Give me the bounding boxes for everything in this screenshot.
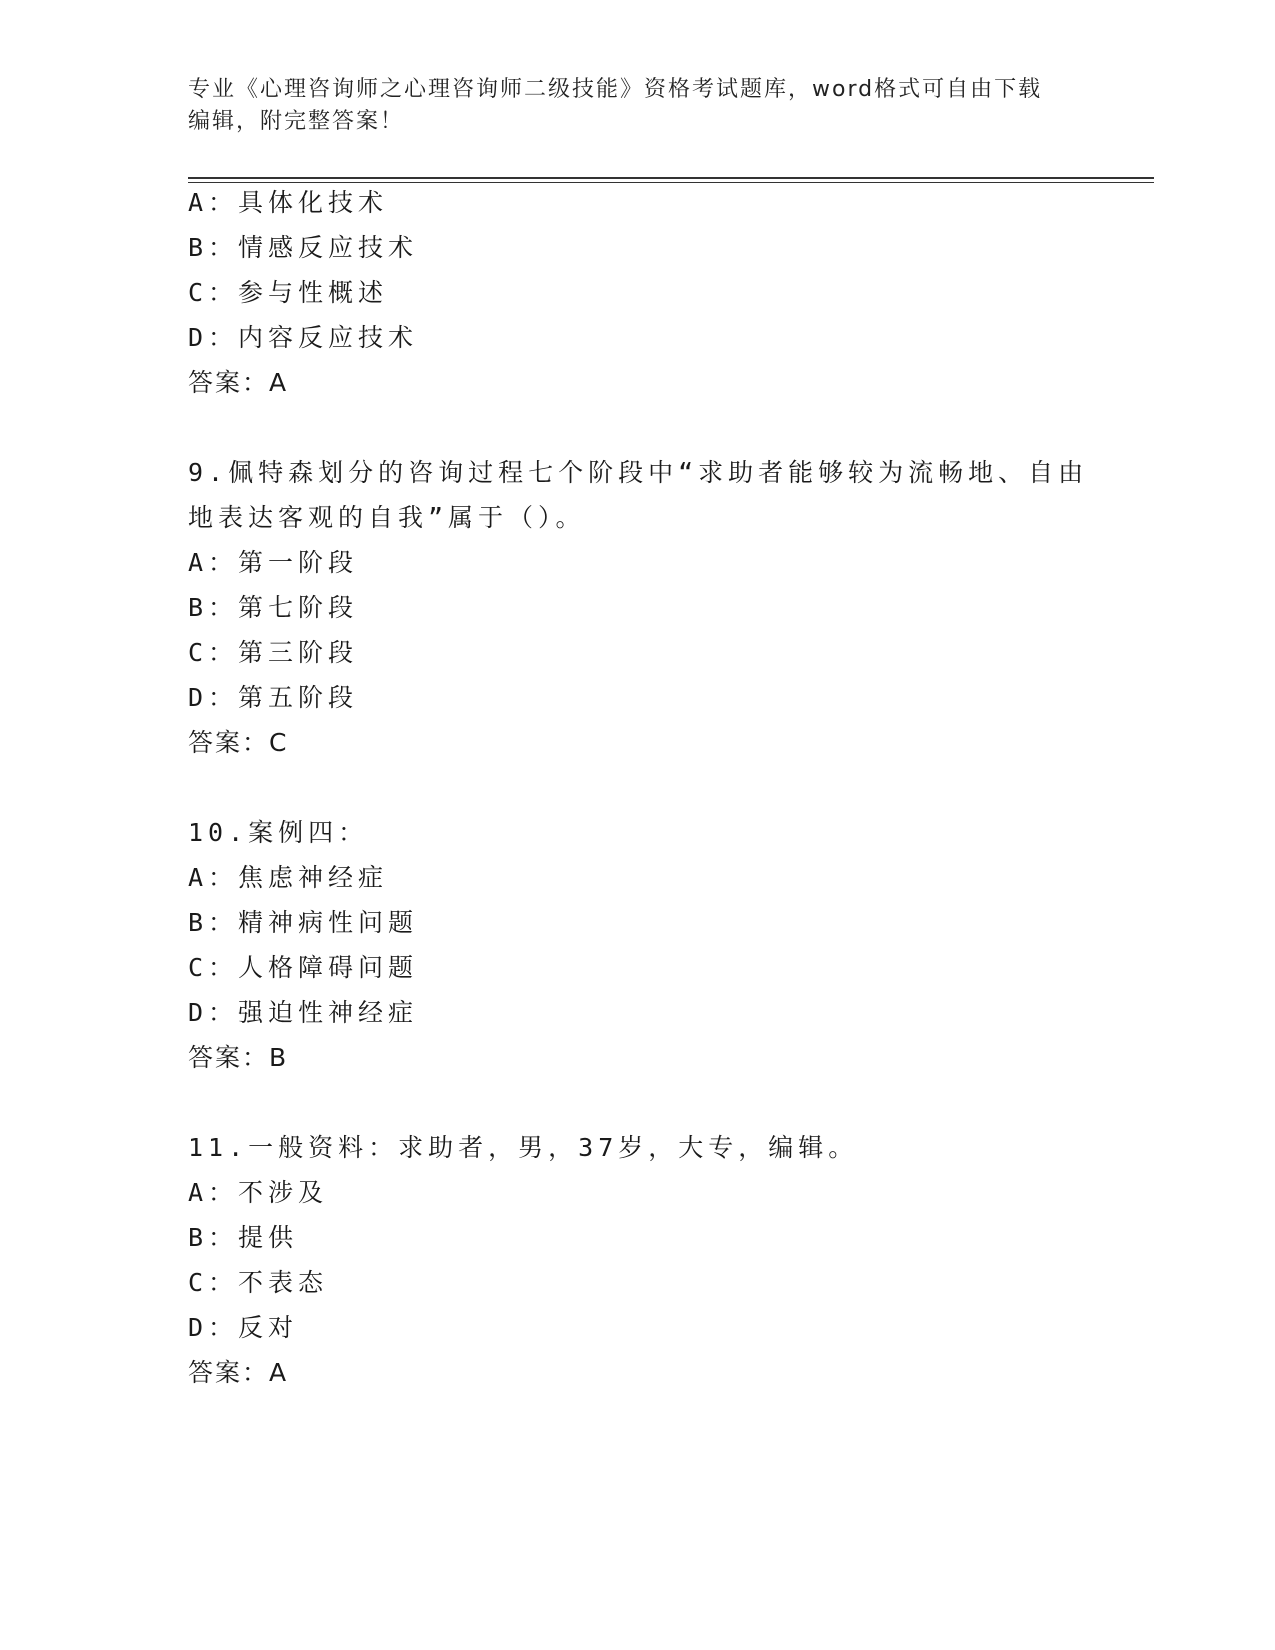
header-line-2: 编辑，附完整答案！ [188, 109, 405, 134]
q10-stem: 10.案例四： [188, 818, 369, 847]
q11-option-c: C：不表态 [188, 1268, 329, 1297]
q9-option-a: A：第一阶段 [188, 548, 359, 577]
header-rule-thick [188, 177, 1154, 179]
q11-option-b: B：提供 [188, 1223, 299, 1252]
q9-stem-line-2: 地表达客观的自我”属于（）。 [188, 503, 586, 532]
q9-option-c: C：第三阶段 [188, 638, 359, 667]
q11-option-d: D：反对 [188, 1313, 299, 1342]
q8-option-d: D：内容反应技术 [188, 323, 419, 352]
header-rule-thin [188, 182, 1154, 183]
document-header [188, 74, 1088, 138]
q8-option-c: C：参与性概述 [188, 278, 389, 307]
q10-option-c: C：人格障碍问题 [188, 953, 419, 982]
q9-answer: 答案：C [188, 728, 289, 757]
q10-option-d: D：强迫性神经症 [188, 998, 419, 1027]
q11-option-a: A：不涉及 [188, 1178, 329, 1207]
q8-answer: 答案：A [188, 368, 289, 397]
q9-stem-line-1: 9.佩特森划分的咨询过程七个阶段中“求助者能够较为流畅地、自由 [188, 458, 1089, 487]
q9-option-d: D：第五阶段 [188, 683, 359, 712]
q10-answer: 答案：B [188, 1043, 289, 1072]
q10-option-a: A：焦虑神经症 [188, 863, 389, 892]
q8-option-b: B：情感反应技术 [188, 233, 419, 262]
q11-answer: 答案：A [188, 1358, 289, 1387]
q11-stem: 11.一般资料：求助者，男，37岁，大专，编辑。 [188, 1133, 859, 1162]
q10-option-b: B：精神病性问题 [188, 908, 419, 937]
q9-option-b: B：第七阶段 [188, 593, 359, 622]
header-line-1: 专业《心理咨询师之心理咨询师二级技能》资格考试题库，word格式可自由下载 [188, 77, 1043, 102]
q8-option-a: A：具体化技术 [188, 188, 389, 217]
